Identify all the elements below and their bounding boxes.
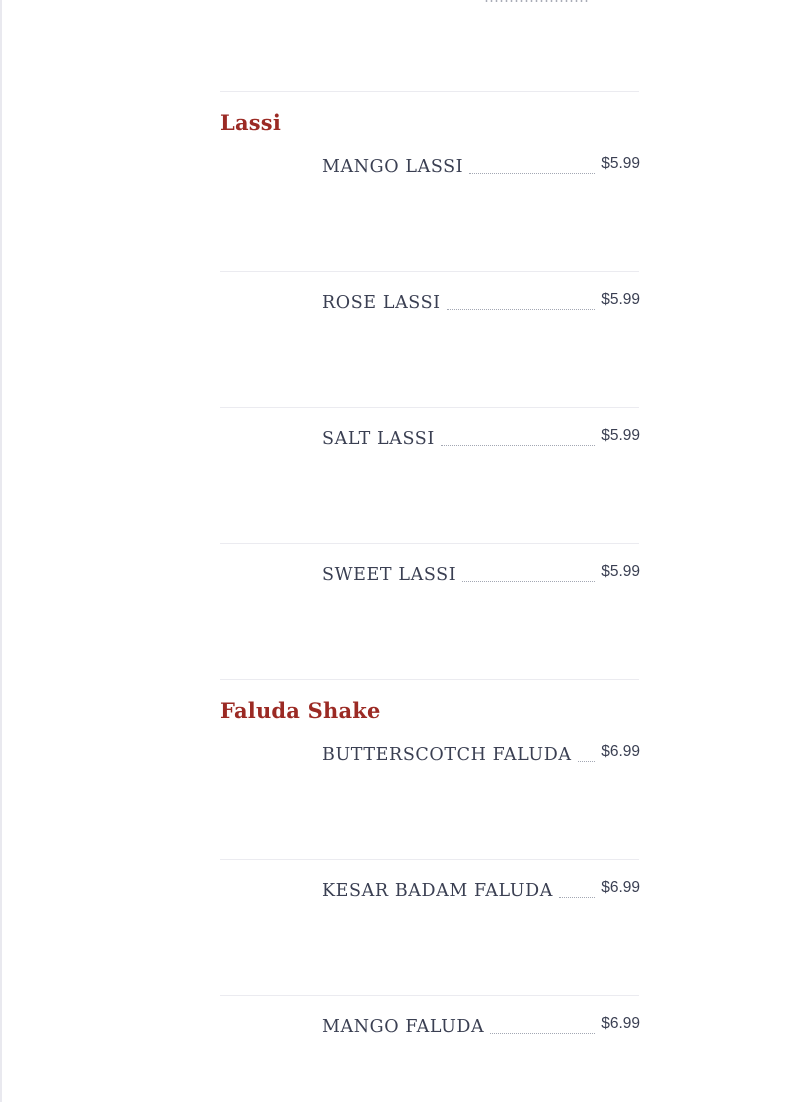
item-name: ROSE LASSI: [322, 293, 441, 313]
menu-item-salt-lassi[interactable]: [322, 429, 640, 455]
item-price: $6.99: [601, 743, 640, 760]
dotted-leader: [559, 897, 595, 898]
menu-item-butterscotch-faluda[interactable]: [322, 745, 640, 771]
item-divider: [220, 271, 639, 272]
menu-item-mango-faluda[interactable]: [322, 1017, 640, 1043]
item-price: $5.99: [601, 563, 640, 580]
item-price: $5.99: [601, 427, 640, 444]
item-price: $5.99: [601, 291, 640, 308]
dotted-leader: [441, 445, 595, 446]
item-divider: [220, 543, 639, 544]
item-price: $6.99: [601, 1015, 640, 1032]
dotted-leader: [462, 581, 595, 582]
menu-item-rose-lassi[interactable]: [322, 293, 640, 319]
page-left-border: [0, 0, 2, 1102]
dotted-leader: [447, 309, 596, 310]
menu-item-mango-lassi[interactable]: [322, 157, 640, 183]
item-divider: [220, 995, 639, 996]
dotted-leader: [490, 1033, 595, 1034]
category-title-lassi: Lassi: [220, 110, 281, 135]
item-price: $5.99: [601, 155, 640, 172]
menu-item-sweet-lassi[interactable]: [322, 565, 640, 591]
item-name: SWEET LASSI: [322, 565, 457, 585]
menu-item-kesar-badam-faluda[interactable]: [322, 881, 640, 907]
category-title-faluda-shake: Faluda Shake: [220, 698, 381, 723]
previous-item-leader: [484, 0, 590, 4]
section-divider: [220, 91, 639, 92]
item-name: BUTTERSCOTCH FALUDA: [322, 745, 572, 765]
item-divider: [220, 859, 639, 860]
item-name: KESAR BADAM FALUDA: [322, 881, 554, 901]
item-name: MANGO FALUDA: [322, 1017, 485, 1037]
section-divider: [220, 679, 639, 680]
item-divider: [220, 407, 639, 408]
dotted-leader: [578, 761, 596, 762]
item-name: MANGO LASSI: [322, 157, 464, 177]
item-price: $6.99: [601, 879, 640, 896]
item-name: SALT LASSI: [322, 429, 435, 449]
dotted-leader: [469, 173, 595, 174]
